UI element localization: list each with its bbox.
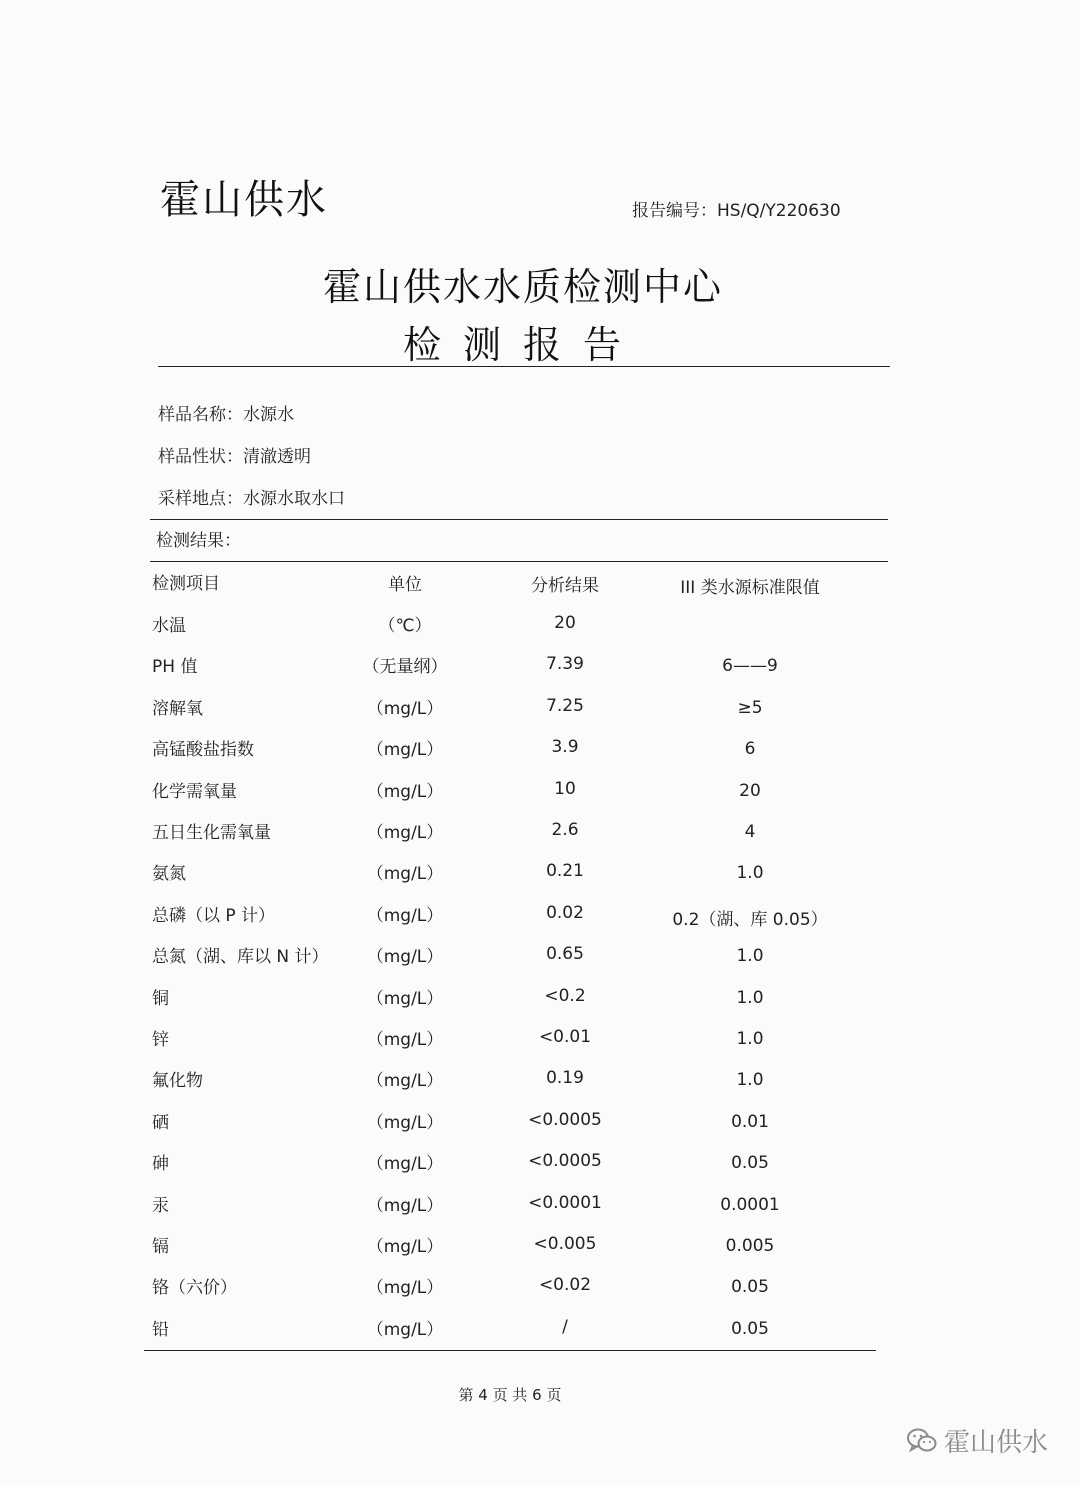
title-divider	[158, 366, 890, 367]
row-limit: 0.005	[725, 1236, 775, 1256]
row-unit: （mg/L）	[366, 1154, 444, 1174]
row-unit: （mg/L）	[366, 947, 444, 967]
row-unit: （mg/L）	[366, 989, 444, 1009]
row-unit: （mg/L）	[366, 1196, 444, 1216]
row-unit: （无量纲）	[362, 657, 448, 677]
row-limit: 0.05	[731, 1153, 769, 1173]
row-limit: 1.0	[736, 946, 764, 966]
row-unit: （mg/L）	[366, 1237, 444, 1257]
header-unit: 单位	[388, 575, 422, 595]
row-limit: 1.0	[736, 863, 764, 883]
row-result: 3.9	[551, 737, 579, 757]
row-item: 水温	[152, 616, 186, 636]
row-unit: （mg/L）	[366, 1113, 444, 1133]
row-item: 铬（六价）	[152, 1278, 237, 1298]
row-item: 化学需氧量	[152, 782, 237, 802]
row-unit: （mg/L）	[366, 740, 444, 760]
row-unit: （℃）	[378, 616, 432, 636]
row-item: 溶解氧	[152, 699, 203, 719]
center-title: 霍山供水水质检测中心	[322, 265, 723, 309]
row-limit: 1.0	[736, 988, 764, 1008]
row-unit: （mg/L）	[366, 1278, 444, 1298]
row-item: 砷	[152, 1154, 169, 1174]
row-limit: 6	[744, 739, 756, 759]
row-unit: （mg/L）	[366, 906, 444, 926]
header-limit: III 类水源标准限值	[680, 578, 820, 598]
row-unit: （mg/L）	[366, 782, 444, 802]
row-limit: 1.0	[736, 1070, 764, 1090]
row-unit: （mg/L）	[366, 1030, 444, 1050]
row-item: 汞	[152, 1196, 169, 1216]
row-limit: 20	[739, 781, 761, 801]
report-number: 报告编号：HS/Q/Y220630	[632, 201, 841, 221]
row-limit: 6——9	[722, 656, 778, 676]
row-item: 氟化物	[152, 1071, 203, 1091]
row-result: <0.0005	[528, 1151, 602, 1171]
row-limit: ≥5	[737, 698, 763, 718]
watermark	[906, 1422, 1048, 1459]
row-item: 镉	[152, 1237, 169, 1257]
row-item: 五日生化需氧量	[152, 823, 271, 843]
row-item: 总磷（以 P 计）	[152, 906, 276, 926]
row-result: 10	[554, 779, 576, 799]
row-result: 7.25	[546, 696, 584, 716]
row-result: <0.01	[538, 1027, 592, 1047]
section-divider-bottom	[150, 561, 888, 562]
row-result: <0.0005	[528, 1110, 602, 1130]
row-result: <0.2	[544, 986, 586, 1006]
header-result: 分析结果	[531, 576, 599, 596]
row-result: 0.65	[546, 944, 584, 964]
row-limit: 0.0001	[720, 1195, 780, 1215]
table-bottom-divider	[144, 1350, 876, 1351]
row-result: 0.19	[546, 1068, 584, 1088]
row-unit: （mg/L）	[366, 1071, 444, 1091]
row-item: 高锰酸盐指数	[152, 740, 254, 760]
section-divider-top	[150, 519, 888, 520]
row-item: 总氮（湖、库以 N 计）	[152, 947, 329, 967]
row-limit: 0.01	[731, 1112, 769, 1132]
row-result: <0.0001	[528, 1193, 602, 1213]
row-item: 锌	[152, 1030, 169, 1050]
row-item: 氨氮	[152, 864, 186, 884]
sample-nature: 样品性状：清澈透明	[158, 447, 311, 467]
row-result: 20	[554, 613, 576, 633]
wechat-icon	[906, 1427, 938, 1455]
row-unit: （mg/L）	[366, 1320, 444, 1340]
row-limit: 0.05	[731, 1319, 769, 1339]
report-title: 检测报告	[402, 323, 643, 367]
results-label: 检测结果：	[156, 531, 241, 551]
sample-name: 样品名称：水源水	[158, 405, 294, 425]
row-result: 2.6	[551, 820, 579, 840]
row-limit: 0.05	[731, 1277, 769, 1297]
row-unit: （mg/L）	[366, 699, 444, 719]
row-limit: 0.2（湖、库 0.05）	[672, 910, 828, 930]
row-item: PH 值	[152, 657, 198, 677]
sample-location: 采样地点：水源水取水口	[158, 489, 345, 509]
row-result: 0.02	[546, 903, 584, 923]
row-item: 铅	[152, 1320, 169, 1340]
page-indicator: 第 4 页 共 6 页	[458, 1386, 562, 1404]
row-unit: （mg/L）	[366, 864, 444, 884]
watermark-text: 霍山供水	[944, 1428, 1049, 1458]
row-result: 7.39	[546, 654, 584, 674]
row-limit: 4	[744, 822, 756, 842]
row-item: 铜	[152, 989, 169, 1009]
row-result: /	[562, 1317, 568, 1337]
row-item: 硒	[152, 1113, 169, 1133]
row-result: <0.005	[533, 1234, 597, 1254]
header-item: 检测项目	[152, 574, 220, 594]
row-limit: 1.0	[736, 1029, 764, 1049]
row-unit: （mg/L）	[366, 823, 444, 843]
brand-title: 霍山供水	[160, 177, 328, 223]
row-result: 0.21	[546, 861, 584, 881]
row-result: <0.02	[538, 1275, 592, 1295]
